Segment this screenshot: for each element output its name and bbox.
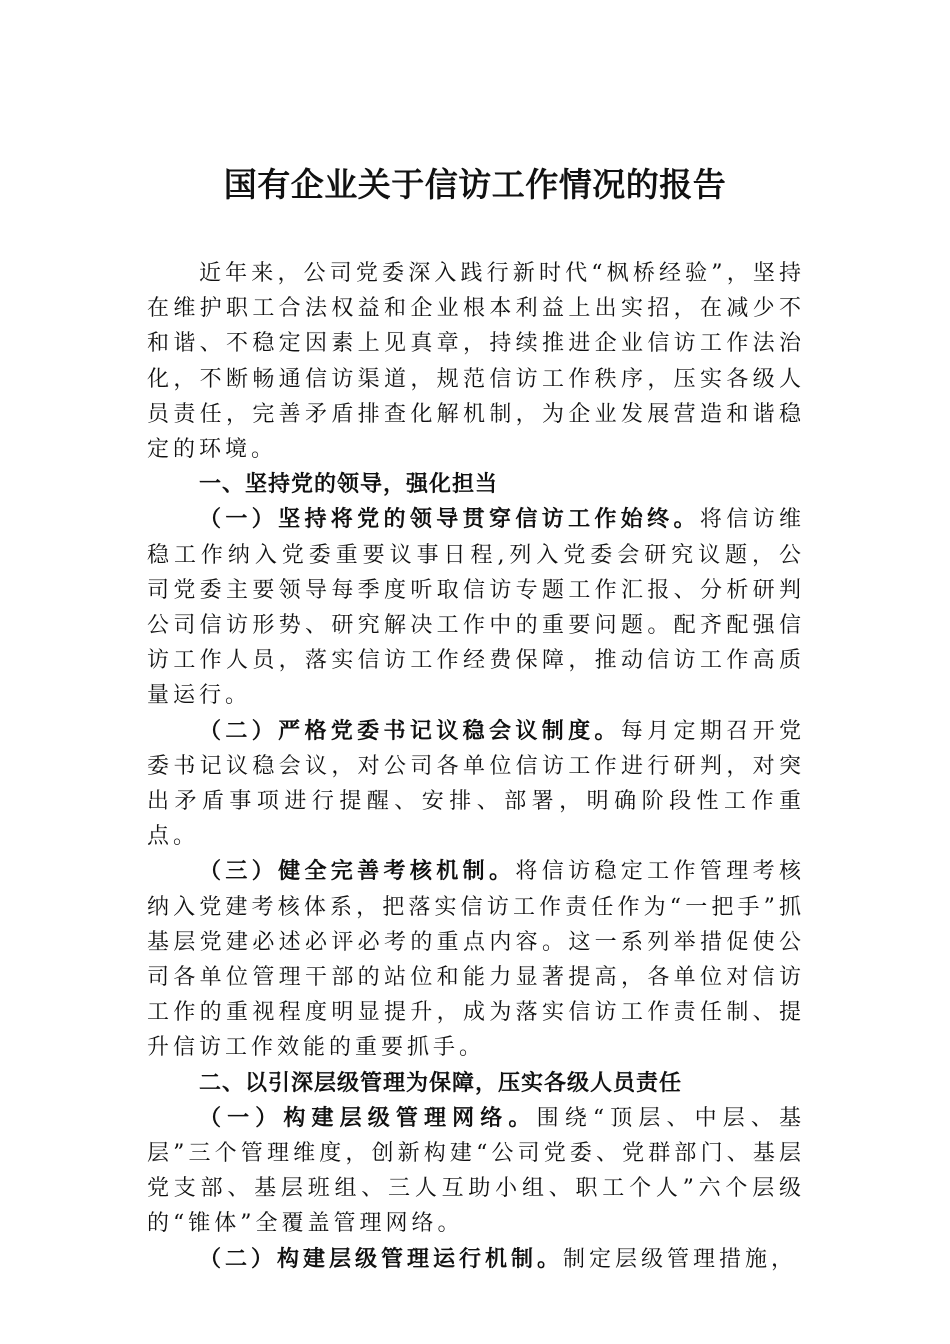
section-heading-1: 一、坚持党的领导，强化担当 (199, 472, 499, 498)
section-2-paragraph-2 (147, 1242, 805, 1277)
section-2-paragraph-1 (147, 1101, 805, 1242)
paragraph-lead: （二）严格党委书记议稳会议制度。 (199, 717, 621, 744)
paragraph-text: 围绕“顶层、中层、基层”三个管理维度，创新构建“公司党委、党群部门、基层党支部、基层班组、三人互助小组、职工个人”六个层级的“锥体”全覆盖管理网络。 (147, 1105, 805, 1237)
document-title: 国有企业关于信访工作情况的报告 (223, 165, 727, 204)
paragraph-text: 将信访维稳工作纳入党委重要议事日程,列入党委会研究议题，公司党委主要领导每季度听取信访专题工作汇报、分析研判公司信访形势、研究解决工作中的重要问题。配齐配强信访工作人员，落实信访工作经费保障，推动信访工作高质量运行。 (147, 507, 805, 709)
paragraph-lead: （三）健全完善考核机制。 (199, 858, 516, 885)
paragraph-lead: （二）构建层级管理运行机制。 (199, 1245, 564, 1272)
section-1-paragraph-3 (147, 854, 805, 1065)
paragraph-lead: （一）构建层级管理网络。 (199, 1104, 537, 1131)
paragraph-text: 将信访稳定工作管理考核纳入党建考核体系，把落实信访工作责任作为“一把手”抓基层党建必述必评必考的重点内容。这一系列举措促使公司各单位管理干部的站位和能力显著提高，各单位对信访工作的重视程度明显提升，成为落实信访工作责任制、提升信访工作效能的重要抓手。 (147, 859, 805, 1061)
document-body (147, 256, 805, 1277)
section-heading-2: 二、以引深层级管理为保障，压实各级人员责任 (199, 1070, 683, 1096)
paragraph-text: 制定层级管理措施， (563, 1246, 798, 1272)
paragraph-lead: （一）坚持将党的领导贯穿信访工作始终。 (199, 506, 700, 533)
paragraph-text: 每月定期召开党委书记议稳会议，对公司各单位信访工作进行研判，对突出矛盾事项进行提醒、安排、部署，明确阶段性工作重点。 (147, 718, 805, 850)
section-1-paragraph-2 (147, 714, 805, 855)
section-1-paragraph-1 (147, 502, 805, 713)
intro-paragraph: 近年来，公司党委深入践行新时代“枫桥经验”，坚持在维护职工合法权益和企业根本利益上出实招，在减少不和谐、不稳定因素上见真章，持续推进企业信访工作法治化，不断畅通信访渠道，规范信访工作秩序，压实各级人员责任，完善矛盾排查化解机制，为企业发展营造和谐稳定的环境。 (147, 261, 805, 463)
